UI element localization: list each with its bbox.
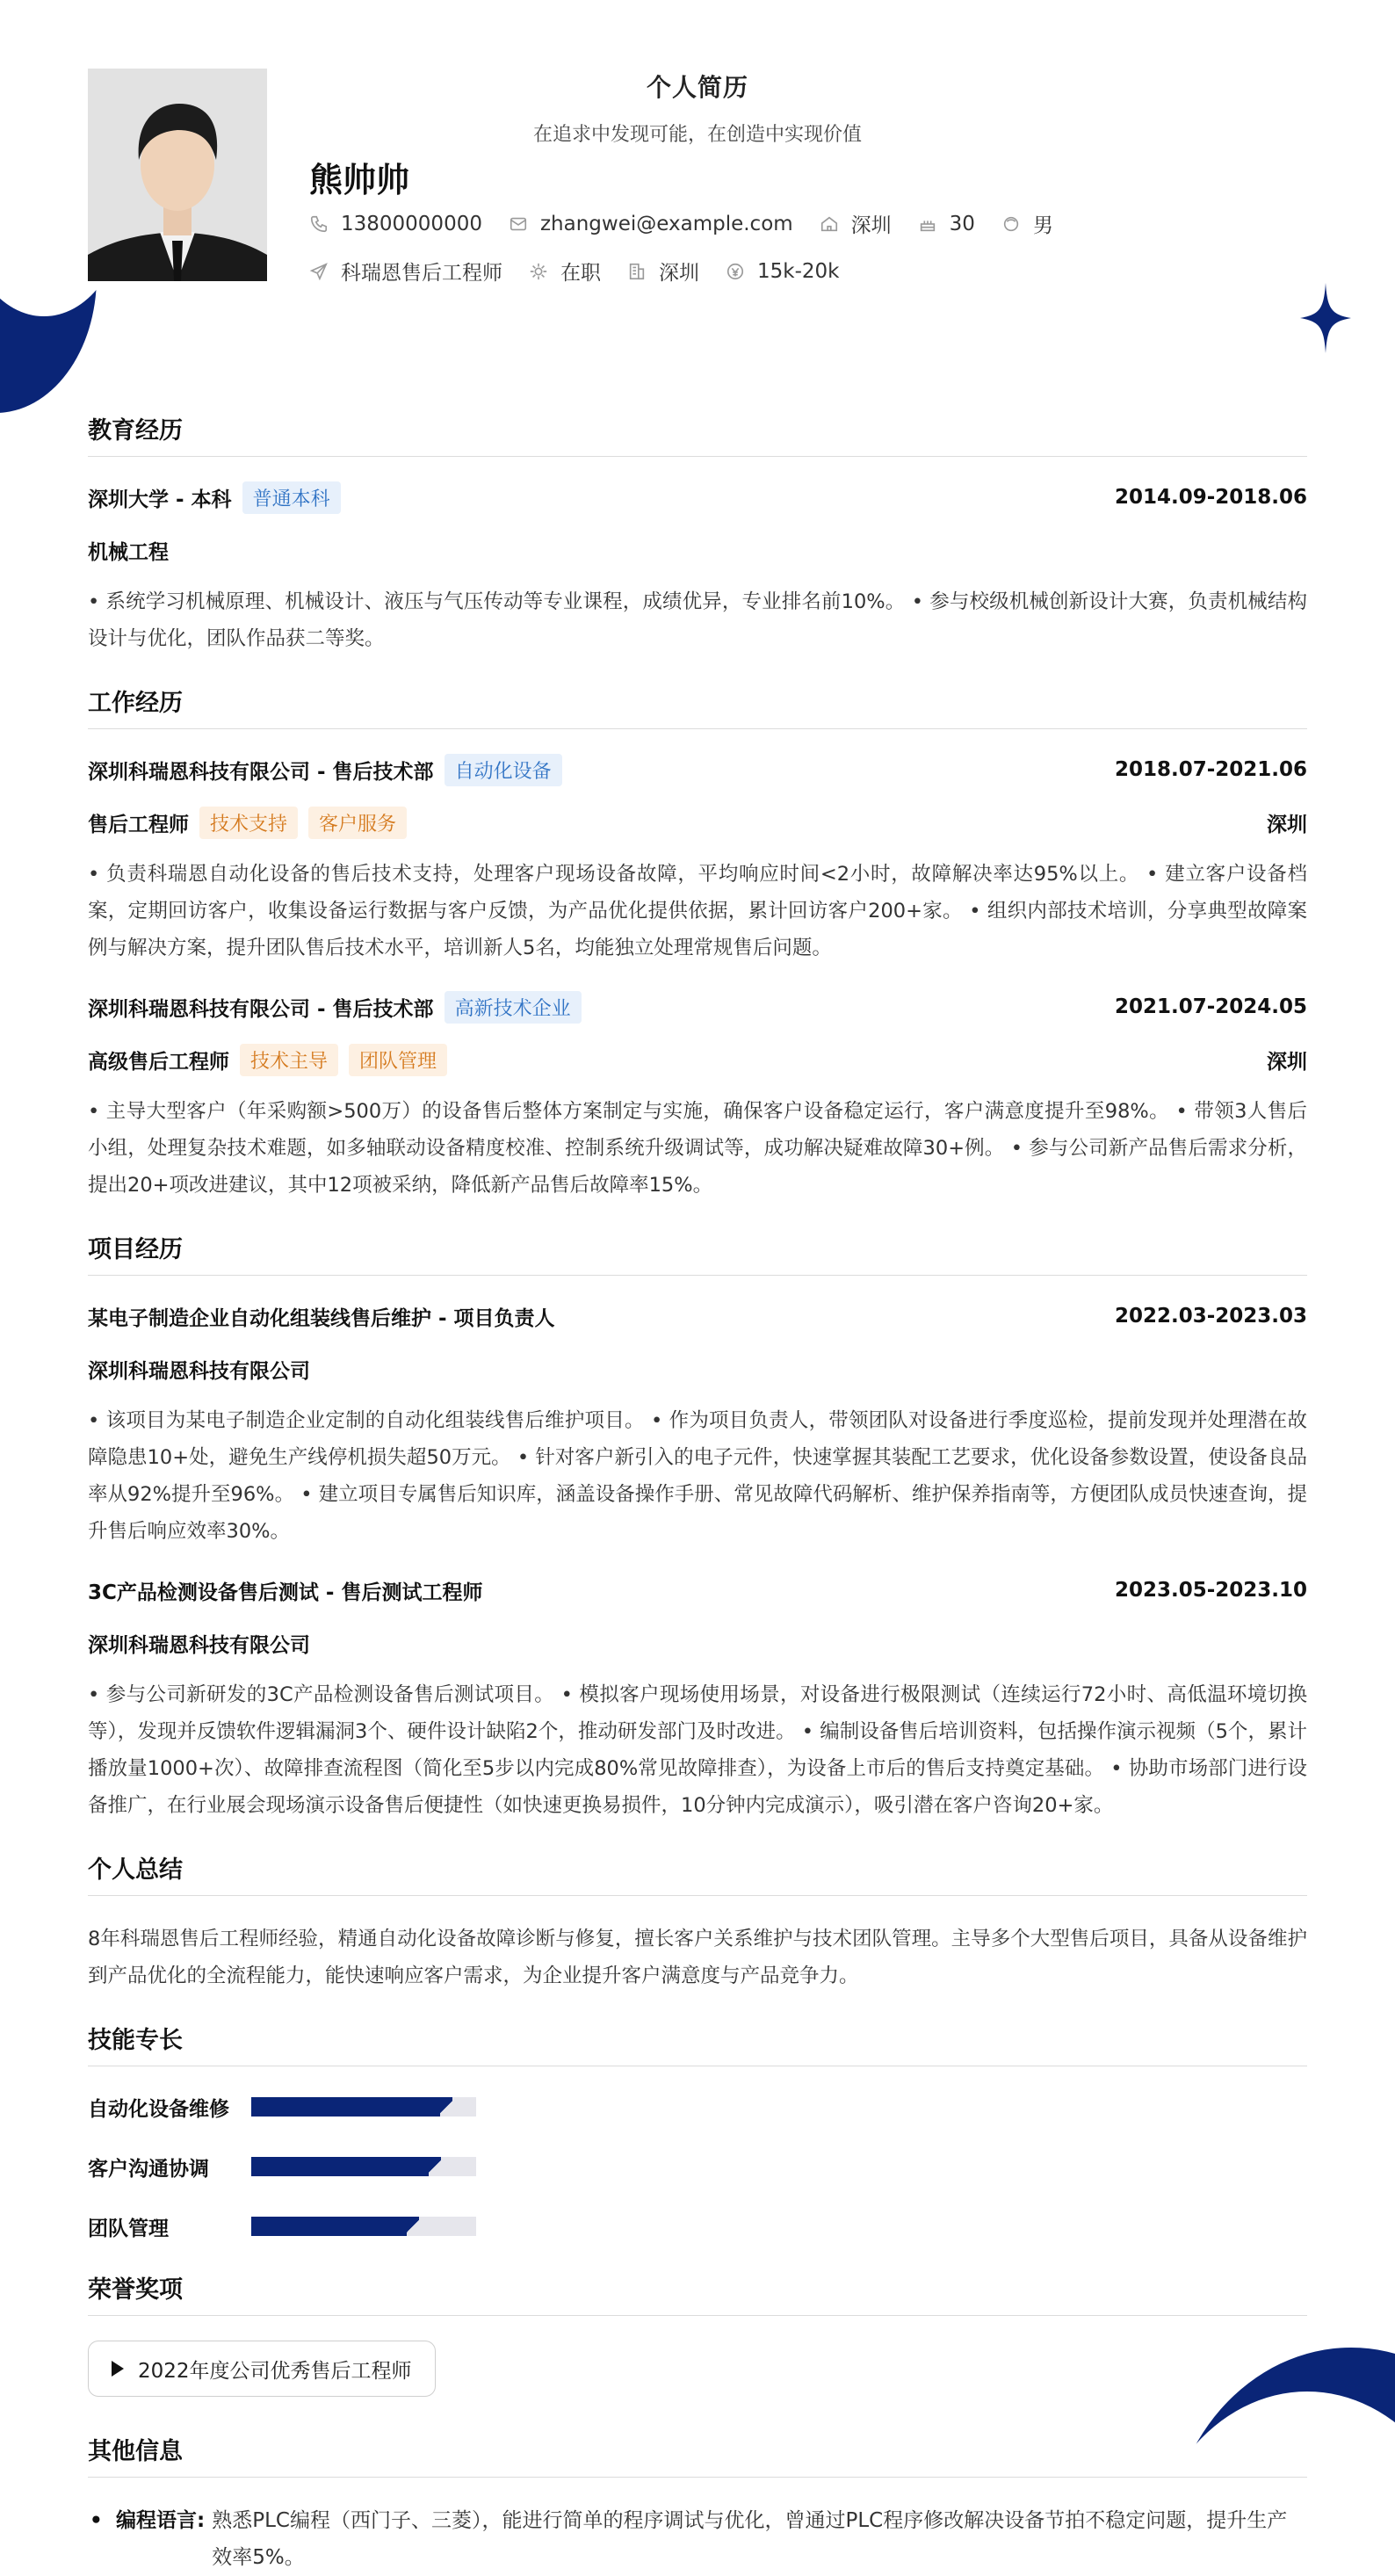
gender-text: 男 <box>1032 214 1053 237</box>
education-title: 教育经历 <box>88 411 1307 457</box>
send-icon <box>309 262 329 281</box>
skill-bar <box>251 2097 476 2117</box>
skill-bar <box>251 2157 476 2176</box>
status-text: 在职 <box>560 262 601 285</box>
work-description: • 负责科瑞恩自动化设备的售后技术支持，处理客户现场设备故障，平均响应时间<2小时，故障解决率达95%以上。 • 建立客户设备档案，定期回访客户，收集设备运行数据与客户反馈，为产品优化提供依据，累计回访客户200+家。 • 组织内部技术培训，分享典型故障案例与解决方案，提升团队售后技术水平，培训新人5名，均能独立处理常规售后问题。 <box>88 863 1307 959</box>
projects-title: 项目经历 <box>88 1230 1307 1276</box>
skill-bar-fill <box>251 2157 429 2176</box>
contact-city <box>820 209 892 238</box>
other-key: 编程语言: <box>116 2509 206 2532</box>
skill-label: 团队管理 <box>88 2217 169 2240</box>
contact-gender <box>1001 209 1053 238</box>
company-name: 深圳科瑞恩科技有限公司 - 售后技术部 <box>88 760 434 784</box>
contact-age <box>918 213 975 235</box>
other-value: 熟悉PLC编程（西门子、三菱），能进行简单的程序调试与优化，曾通过PLC程序修改解决设备节拍不稳定问题，提升生产效率5%。 <box>212 2509 1288 2569</box>
salary-text: 15k-20k <box>757 259 840 283</box>
building-icon <box>627 262 647 281</box>
projects-section <box>88 1230 1307 1824</box>
major-name: 机械工程 <box>88 540 169 564</box>
skill-item <box>88 2211 708 2242</box>
work-title: 工作经历 <box>88 684 1307 729</box>
project-date: 2023.05-2023.10 <box>1114 1579 1307 1602</box>
skill-label: 客户沟通协调 <box>88 2157 209 2181</box>
award-label: 2022年度公司优秀售后工程师 <box>138 2359 412 2383</box>
home-icon <box>820 214 839 234</box>
work-section <box>88 684 1307 1204</box>
resume-title: 个人简历 <box>646 73 748 102</box>
skill-tag: 团队管理 <box>349 1044 447 1076</box>
skills-title: 技能专长 <box>88 2021 1307 2066</box>
skill-tag: 客户服务 <box>308 807 407 839</box>
awards-title: 荣誉奖项 <box>88 2270 1307 2316</box>
project-name: 某电子制造企业自动化组装线售后维护 - 项目负责人 <box>88 1306 555 1330</box>
contact-phone <box>309 213 482 235</box>
resume-header <box>88 69 1307 288</box>
bullet-icon: • <box>90 2509 103 2532</box>
project-description: • 该项目为某电子制造企业定制的自动化组装线售后维护项目。 • 作为项目负责人，带领团队对设备进行季度巡检，提前发现并处理潜在故障隐患10+处，避免生产线停机损失超50万元。 • 针对客户新引入的电子元件，快速掌握其装配工艺要求，优化设备参数设置，使设备良品率从92%提升至96%。 • 建立项目专属售后知识库，涵盖设备操作手册、常见故障代码解析、维护保养指南等，方便团队成员快速查询，提升售后响应效率30%。 <box>88 1409 1307 1543</box>
job-salary <box>726 260 839 283</box>
project-entry <box>88 1300 1307 1550</box>
skill-bar <box>251 2217 476 2236</box>
age-text: 30 <box>949 212 975 235</box>
education-section <box>88 411 1307 657</box>
project-company: 深圳科瑞恩科技有限公司 <box>88 1633 310 1657</box>
cake-icon <box>918 214 937 234</box>
email-text: zhangwei@example.com <box>539 212 793 235</box>
skill-item <box>88 2091 708 2123</box>
other-item <box>88 2502 1307 2576</box>
position-text: 科瑞恩售后工程师 <box>341 262 502 285</box>
job-status <box>529 257 601 286</box>
work-date: 2018.07-2021.06 <box>1114 758 1307 781</box>
position-name: 高级售后工程师 <box>88 1050 229 1074</box>
mail-icon <box>509 214 528 234</box>
other-title: 其他信息 <box>88 2432 1307 2478</box>
education-date: 2014.09-2018.06 <box>1114 486 1307 509</box>
degree-tag: 普通本科 <box>242 481 341 514</box>
skills-list <box>88 2091 1307 2270</box>
city-text: 深圳 <box>850 214 892 237</box>
summary-text: 8年科瑞恩售后工程师经验，精通自动化设备故障诊断与修复，擅长客户关系维护与技术团队管理。主导多个大型售后项目，具备从设备维护到产品优化的全流程能力，能快速响应客户需求，为企业提升客户满意度与产品竞争力。 <box>88 1928 1307 1987</box>
school-name: 深圳大学 - 本科 <box>88 488 232 511</box>
project-date: 2022.03-2023.03 <box>1114 1305 1307 1328</box>
project-company: 深圳科瑞恩科技有限公司 <box>88 1359 310 1383</box>
other-section <box>88 2432 1307 2576</box>
work-description: • 主导大型客户（年采购额>500万）的设备售后整体方案制定与实施，确保客户设备稳定运行，客户满意度提升至98%。 • 带领3人售后小组，处理复杂技术难题，如多轴联动设备精度校准、控制系统升级调试等，成功解决疑难故障30+例。 • 参与公司新产品售后需求分析，提出20+项改进建议，其中12项被采纳，降低新产品售后故障率15%。 <box>88 1100 1307 1197</box>
profile-photo <box>88 69 267 281</box>
salary-icon <box>726 262 745 281</box>
skill-bar-fill <box>251 2097 440 2117</box>
award-item[interactable] <box>88 2341 436 2397</box>
work-city: 深圳 <box>1267 1050 1307 1074</box>
job-position <box>309 257 502 286</box>
phone-icon <box>309 214 329 234</box>
skill-item <box>88 2151 708 2182</box>
industry-tag: 自动化设备 <box>445 754 562 786</box>
position-name: 售后工程师 <box>88 813 189 836</box>
education-entry <box>88 481 1307 657</box>
phone-text: 13800000000 <box>341 212 482 235</box>
gender-icon <box>1001 214 1021 234</box>
project-entry <box>88 1574 1307 1824</box>
job-city <box>627 257 699 286</box>
contact-row <box>309 209 1080 238</box>
candidate-name: 熊帅帅 <box>309 161 410 199</box>
project-name: 3C产品检测设备售后测试 - 售后测试工程师 <box>88 1581 483 1604</box>
contact-email <box>509 213 793 235</box>
skills-section <box>88 2021 1307 2270</box>
work-date: 2021.07-2024.05 <box>1114 995 1307 1018</box>
summary-title: 个人总结 <box>88 1850 1307 1896</box>
status-icon <box>529 262 548 281</box>
work-entry <box>88 754 1307 966</box>
skill-bar-fill <box>251 2217 407 2236</box>
industry-tag: 高新技术企业 <box>445 991 582 1024</box>
skill-tag: 技术支持 <box>199 807 298 839</box>
skill-label: 自动化设备维修 <box>88 2097 229 2121</box>
job-intent-row <box>309 257 865 286</box>
skill-tag: 技术主导 <box>240 1044 338 1076</box>
job-city-text: 深圳 <box>659 262 699 285</box>
play-triangle-icon <box>112 2361 124 2377</box>
company-name: 深圳科瑞恩科技有限公司 - 售后技术部 <box>88 997 434 1021</box>
resume-subtitle: 在追求中发现可能，在创造中实现价值 <box>532 124 862 146</box>
project-description: • 参与公司新研发的3C产品检测设备售后测试项目。 • 模拟客户现场使用场景，对设备进行极限测试（连续运行72小时、高低温环境切换等），发现并反馈软件逻辑漏洞3个、硬件设计缺陷2个，推动研发部门及时改进。 • 编制设备售后培训资料，包括操作演示视频（5个，累计播放量1000+次）、故障排查流程图（简化至5步以内完成80%常见故障排查），为设备上市后的售后支持奠定基础。 • 协助市场部门进行设备推广，在行业展会现场演示设备售后便捷性（如快速更换易损件，10分钟内完成演示），吸引潜在客户咨询20+家。 <box>88 1683 1307 1817</box>
work-entry <box>88 991 1307 1204</box>
summary-section <box>88 1850 1307 1994</box>
education-description: • 系统学习机械原理、机械设计、液压与气压传动等专业课程，成绩优异，专业排名前10%。 • 参与校级机械创新设计大赛，负责机械结构设计与优化，团队作品获二等奖。 <box>88 590 1307 650</box>
work-city: 深圳 <box>1267 813 1307 836</box>
awards-section <box>88 2270 1307 2397</box>
